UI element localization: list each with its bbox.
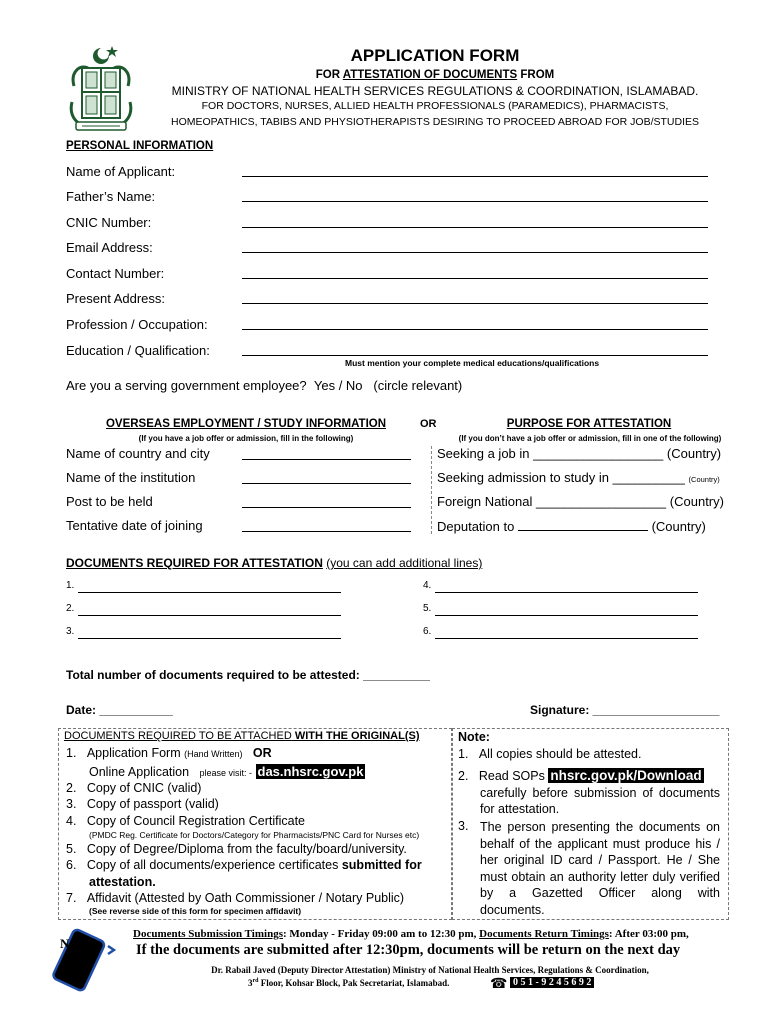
attach-item-6-cont: attestation. bbox=[89, 875, 156, 889]
doc-underline-4 bbox=[435, 592, 698, 593]
field-line-profession[interactable] bbox=[242, 329, 708, 330]
form-title: APPLICATION FORM bbox=[350, 46, 520, 65]
attach-item-1: 1. Application Form (Hand Written) OR bbox=[66, 746, 272, 760]
or-label: OR bbox=[420, 418, 437, 430]
doc-line-6[interactable]: 6. bbox=[423, 626, 432, 637]
education-note: Must mention your complete medical educations/qualifications bbox=[345, 358, 600, 368]
purpose-seeking-admission[interactable]: Seeking admission to study in __________ (Country) bbox=[437, 470, 720, 485]
attach-item-4: 4. Copy of Council Registration Certificate bbox=[66, 814, 305, 828]
personal-info-heading: PERSONAL INFORMATION bbox=[66, 140, 214, 152]
overseas-line-country-city[interactable] bbox=[242, 459, 411, 460]
field-line-education[interactable] bbox=[242, 355, 708, 356]
subtitle-line1: FOR ATTESTATION OF DOCUMENTS FROM bbox=[315, 69, 555, 81]
doc-underline-2 bbox=[78, 615, 341, 616]
attach-item-6: 6. Copy of all documents/experience certificates submitted for bbox=[66, 858, 422, 872]
field-line-applicant-name[interactable] bbox=[242, 176, 708, 177]
doc-underline-6 bbox=[435, 638, 698, 639]
date-field[interactable]: Date: ___________ bbox=[66, 703, 173, 717]
late-submission-warning: If the documents are submitted after 12:30pm, documents will be return on the next day bbox=[136, 942, 681, 958]
govt-employee-options[interactable]: Yes / No bbox=[313, 378, 363, 393]
field-label-contact: Contact Number: bbox=[66, 266, 165, 281]
field-label-father-name: Father’s Name: bbox=[66, 189, 156, 204]
field-line-contact[interactable] bbox=[242, 278, 708, 279]
column-divider bbox=[431, 446, 432, 534]
govt-employee-question: Are you a serving government employee? Yes / No (circle relevant) bbox=[66, 378, 463, 393]
signature-field[interactable]: Signature: ___________________ bbox=[530, 703, 720, 717]
purpose-foreign-national[interactable]: Foreign National __________________ (Country) bbox=[437, 494, 724, 509]
doc-line-5[interactable]: 5. bbox=[423, 603, 432, 614]
overseas-heading: OVERSEAS EMPLOYMENT / STUDY INFORMATION bbox=[105, 418, 387, 430]
doc-line-3[interactable]: 3. bbox=[66, 626, 75, 637]
affidavit-note: (See reverse side of this form for specimen affidavit) bbox=[89, 906, 302, 916]
field-label-applicant-name: Name of Applicant: bbox=[66, 164, 176, 179]
pmdc-note: (PMDC Reg. Certificate for Doctors/Category for Pharmacists/PNC Card for Nurses etc) bbox=[89, 830, 420, 840]
purpose-subnote: (If you don’t have a job offer or admission, fill in one of the following) bbox=[458, 434, 722, 443]
doc-line-1[interactable]: 1. bbox=[66, 580, 75, 591]
overseas-subnote: (If you have a job offer or admission, fill in the following) bbox=[138, 434, 354, 443]
eligibility-line2: HOMEOPATHICS, TABIBS AND PHYSIOTHERAPISTS DESIRING TO PROCEED ABROAD FOR JOB/STUDIES bbox=[170, 116, 699, 128]
overseas-line-post[interactable] bbox=[242, 507, 411, 508]
phone-graphic bbox=[46, 928, 116, 992]
note-heading: Note: bbox=[458, 730, 490, 744]
phone-number[interactable]: 0 5 1 - 9 2 4 5 6 9 2 bbox=[510, 977, 594, 988]
field-label-email: Email Address: bbox=[66, 240, 153, 255]
field-label-cnic: CNIC Number: bbox=[66, 215, 152, 230]
telephone-icon: ☎ bbox=[490, 975, 508, 991]
doc-underline-1 bbox=[78, 592, 341, 593]
overseas-label-country-city: Name of country and city bbox=[66, 446, 210, 461]
note-2: 2. Read SOPs nhsrc.gov.pk/Download bbox=[458, 768, 702, 783]
note-3: The person presenting the documents on behalf of the applicant must produce his / her original ID card / Passport. He / She must obtain an authority letter duly verified by a Gazetted Officer along with documents. bbox=[480, 820, 720, 917]
overseas-line-joining-date[interactable] bbox=[242, 531, 411, 532]
contact-line-1: Dr. Rabail Javed (Deputy Director Attestation) Ministry of National Health Services, Regulations & Coordination, bbox=[211, 965, 649, 975]
doc-line-4[interactable]: 4. bbox=[423, 580, 432, 591]
doc-underline-3 bbox=[78, 638, 341, 639]
doc-line-2[interactable]: 2. bbox=[66, 603, 75, 614]
state-emblem bbox=[66, 42, 136, 138]
ministry-line: MINISTRY OF NATIONAL HEALTH SERVICES REGULATIONS & COORDINATION, ISLAMABAD. bbox=[171, 84, 699, 98]
attach-item-2: 2. Copy of CNIC (valid) bbox=[66, 781, 202, 795]
field-label-address: Present Address: bbox=[66, 291, 165, 306]
timings-line: Documents Submission Timings: Monday - Friday 09:00 am to 12:30 pm, Documents Return Timings: After 03:00 pm, bbox=[133, 928, 689, 940]
note-2-cont: carefully before submission of documents for attestation. bbox=[480, 786, 720, 816]
purpose-seeking-job[interactable]: Seeking a job in __________________ (Country) bbox=[437, 446, 722, 461]
attach-heading: DOCUMENTS REQUIRED TO BE ATTACHED WITH THE ORIGINAL(S) bbox=[64, 730, 420, 742]
contact-line-2: 3rd Floor, Kohsar Block, Pak Secretariat, Islamabad. bbox=[248, 978, 450, 988]
overseas-label-institution: Name of the institution bbox=[66, 470, 196, 485]
overseas-line-institution[interactable] bbox=[242, 483, 411, 484]
n-letter: N bbox=[60, 936, 70, 951]
eligibility-line1: FOR DOCTORS, NURSES, ALLIED HEALTH PROFESSIONALS (PARAMEDICS), PHARMACISTS, bbox=[201, 100, 669, 112]
field-line-cnic[interactable] bbox=[242, 227, 708, 228]
field-line-email[interactable] bbox=[242, 252, 708, 253]
note-3-num: 3. bbox=[458, 819, 469, 833]
attach-item-5: 5. Copy of Degree/Diploma from the faculty/board/university. bbox=[66, 842, 407, 856]
doc-underline-5 bbox=[435, 615, 698, 616]
overseas-label-post: Post to be held bbox=[66, 494, 153, 509]
sops-download-link[interactable]: nhsrc.gov.pk/Download bbox=[550, 768, 702, 783]
attach-item-3: 3. Copy of passport (valid) bbox=[66, 797, 219, 811]
field-label-profession: Profession / Occupation: bbox=[66, 317, 208, 332]
note-1: 1. All copies should be attested. bbox=[458, 747, 642, 761]
overseas-label-joining-date: Tentative date of joining bbox=[66, 518, 203, 533]
purpose-deputation[interactable]: Deputation to (Country) bbox=[437, 519, 706, 534]
field-line-father-name[interactable] bbox=[242, 201, 708, 202]
total-documents-field[interactable]: Total number of documents required to be attested: __________ bbox=[66, 668, 430, 682]
documents-heading: DOCUMENTS REQUIRED FOR ATTESTATION (you can add additional lines) bbox=[66, 556, 483, 570]
das-portal-link[interactable]: das.nhsrc.gov.pk bbox=[257, 764, 364, 779]
attach-online: Online Application please visit: - das.nhsrc.gov.pk bbox=[89, 764, 364, 779]
field-line-address[interactable] bbox=[242, 303, 708, 304]
field-label-education: Education / Qualification: bbox=[66, 343, 210, 358]
purpose-heading: PURPOSE FOR ATTESTATION bbox=[506, 418, 672, 430]
attach-item-7: 7. Affidavit (Attested by Oath Commissioner / Notary Public) bbox=[66, 891, 405, 905]
